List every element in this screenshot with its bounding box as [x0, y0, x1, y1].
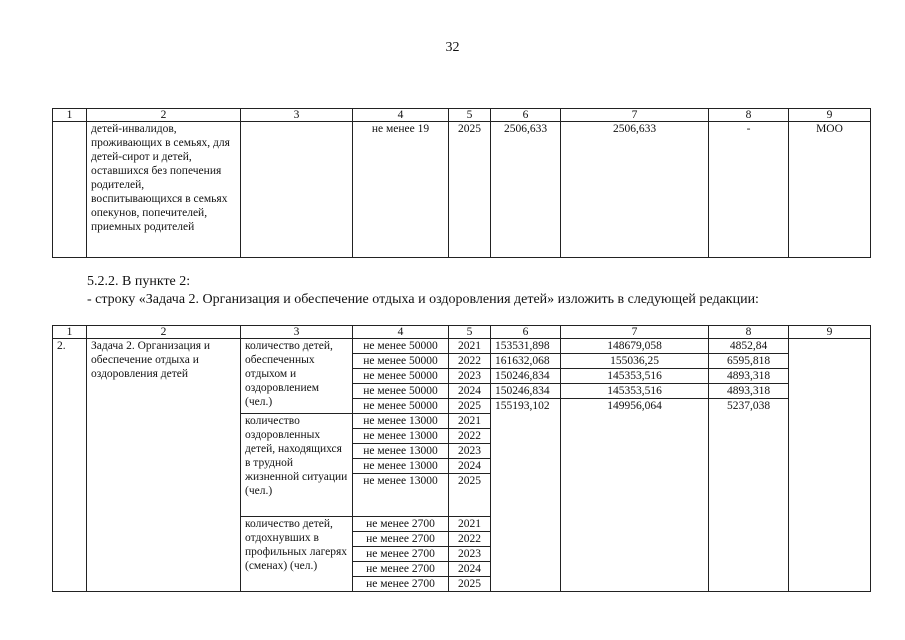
target-value: не менее 13000 — [353, 474, 449, 517]
col7-value: 145353,516 — [561, 369, 709, 384]
col8-value: 4893,318 — [709, 384, 789, 399]
year-value: 2024 — [449, 459, 491, 474]
year-value: 2023 — [449, 547, 491, 562]
column-number-row — [53, 326, 871, 339]
target-value: не менее 2700 — [353, 547, 449, 562]
table-row — [53, 339, 871, 354]
col7-value: 155036,25 — [561, 354, 709, 369]
col8-value: 4852,84 — [709, 339, 789, 354]
year-value: 2025 — [449, 474, 491, 517]
year-value: 2023 — [449, 369, 491, 384]
col-num-2: 2 — [87, 326, 241, 339]
program-table-task-2 — [52, 325, 871, 592]
indicator-description: детей-инвалидов, проживающих в семьях, для детей-сирот и детей, оставшихся без попечения родителей, воспитывающихся в семьях опекунов, попечителей, приемных родителей — [87, 122, 241, 258]
year-value: 2025 — [449, 399, 491, 414]
col-num-3: 3 — [241, 109, 353, 122]
target-value: не менее 2700 — [353, 562, 449, 577]
target-value: не менее 19 — [353, 122, 449, 258]
year-value: 2021 — [449, 414, 491, 429]
executor-cell — [789, 339, 871, 592]
page-number: 32 — [445, 40, 460, 55]
table-row — [53, 122, 871, 258]
col-num-7: 7 — [561, 326, 709, 339]
year-value: 2021 — [449, 517, 491, 532]
col7-value: 2506,633 — [561, 122, 709, 258]
indicator-name: количество детей, обеспеченных отдыхом и оздоровлением (чел.) — [241, 339, 353, 414]
col-num-5: 5 — [449, 109, 491, 122]
row-number-cell: 2. — [53, 339, 87, 592]
target-value: не менее 50000 — [353, 384, 449, 399]
col-num-8: 8 — [709, 109, 789, 122]
column-number-row — [53, 109, 871, 122]
total-value: 153531,898 — [491, 339, 561, 354]
col-num-4: 4 — [353, 109, 449, 122]
year-value: 2024 — [449, 384, 491, 399]
total-value: 150246,834 — [491, 384, 561, 399]
col-num-6: 6 — [491, 109, 561, 122]
total-value: 161632,068 — [491, 354, 561, 369]
section-heading: 5.2.2. В пункте 2: — [87, 274, 191, 289]
year-value: 2022 — [449, 532, 491, 547]
row-number-cell — [53, 122, 87, 258]
col7-value: 148679,058 — [561, 339, 709, 354]
indicator-name: количество детей, отдохнувших в профильных лагерях (сменах) (чел.) — [241, 517, 353, 592]
target-value: не менее 13000 — [353, 414, 449, 429]
col7-value: 149956,064 — [561, 399, 709, 592]
col-num-7: 7 — [561, 109, 709, 122]
year-value: 2023 — [449, 444, 491, 459]
col-num-1: 1 — [53, 109, 87, 122]
target-value: не менее 13000 — [353, 444, 449, 459]
target-value: не менее 13000 — [353, 459, 449, 474]
year-value: 2022 — [449, 429, 491, 444]
target-value: не менее 50000 — [353, 399, 449, 414]
col8-value: 6595,818 — [709, 354, 789, 369]
empty-cell — [241, 122, 353, 258]
col8-value: 5237,038 — [709, 399, 789, 592]
target-value: не менее 2700 — [353, 532, 449, 547]
target-value: не менее 2700 — [353, 517, 449, 532]
year-value: 2021 — [449, 339, 491, 354]
year-value: 2024 — [449, 562, 491, 577]
col-num-4: 4 — [353, 326, 449, 339]
col-num-6: 6 — [491, 326, 561, 339]
col8-value: - — [709, 122, 789, 258]
total-value: 155193,102 — [491, 399, 561, 592]
target-value: не менее 50000 — [353, 369, 449, 384]
year-value: 2022 — [449, 354, 491, 369]
col-num-9: 9 — [789, 109, 871, 122]
section-text: - строку «Задача 2. Организация и обеспечение отдыха и оздоровления детей» изложить в следующей редакции: — [87, 292, 759, 307]
target-value: не менее 50000 — [353, 354, 449, 369]
col-num-9: 9 — [789, 326, 871, 339]
col-num-5: 5 — [449, 326, 491, 339]
col-num-1: 1 — [53, 326, 87, 339]
program-table-continuation — [52, 108, 871, 258]
total-value: 2506,633 — [491, 122, 561, 258]
year-value: 2025 — [449, 577, 491, 592]
col-num-3: 3 — [241, 326, 353, 339]
task-description: Задача 2. Организация и обеспечение отдыха и оздоровления детей — [87, 339, 241, 592]
indicator-name: количество оздоровленных детей, находящихся в трудной жизненной ситуации (чел.) — [241, 414, 353, 517]
col7-value: 145353,516 — [561, 384, 709, 399]
year-value: 2025 — [449, 122, 491, 258]
target-value: не менее 13000 — [353, 429, 449, 444]
target-value: не менее 50000 — [353, 339, 449, 354]
col-num-8: 8 — [709, 326, 789, 339]
total-value: 150246,834 — [491, 369, 561, 384]
col8-value: 4893,318 — [709, 369, 789, 384]
col-num-2: 2 — [87, 109, 241, 122]
executor-value: МОО — [789, 122, 871, 258]
target-value: не менее 2700 — [353, 577, 449, 592]
